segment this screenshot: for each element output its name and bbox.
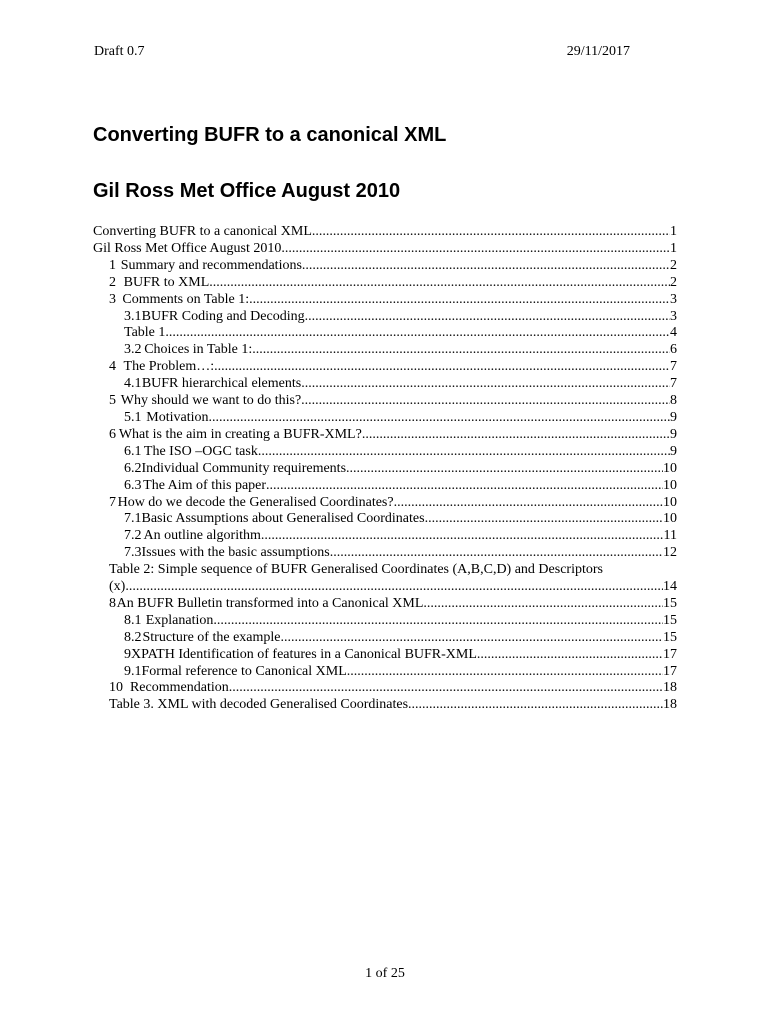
toc-leader-dots [312, 224, 670, 241]
toc-entry[interactable] [93, 647, 677, 664]
toc-leader-dots [125, 579, 663, 596]
toc-page-number: 2 [670, 257, 677, 273]
toc-entry-number: 1 [109, 257, 116, 273]
toc-entry-number: 3.2 [124, 342, 142, 358]
toc-page-number: 4 [670, 325, 677, 341]
toc-leader-dots [330, 545, 663, 562]
toc-entry-number: 10 [109, 680, 123, 696]
toc-entry-label: Individual Community requirements [141, 460, 347, 476]
toc-leader-dots [302, 258, 670, 275]
toc-page-number: 18 [663, 680, 677, 696]
toc-entry-label: Table 3. XML with decoded Generalised Coordinates [109, 697, 409, 713]
toc-entry[interactable] [93, 376, 677, 393]
toc-page-number: 10 [663, 477, 677, 493]
toc-entry-label: How do we decode the Generalised Coordinates? [117, 494, 394, 510]
toc-entry-number: 6.1 [124, 443, 142, 459]
toc-entry-label: Summary and recommendations [120, 257, 302, 273]
toc-entry[interactable] [93, 545, 677, 562]
toc-entry[interactable] [93, 275, 677, 292]
table-of-contents [93, 224, 677, 714]
toc-entry-number: 5 [109, 393, 116, 409]
toc-page-number: 10 [663, 494, 677, 510]
toc-entry-number: 4.1 [124, 376, 142, 392]
toc-leader-dots [165, 325, 670, 342]
toc-leader-dots [209, 410, 670, 427]
toc-entry-label: BUFR to XML [123, 274, 210, 290]
toc-leader-dots [209, 275, 670, 292]
toc-entry[interactable] [93, 579, 677, 596]
toc-entry[interactable] [93, 241, 677, 258]
toc-entry-number: 7.2 [124, 528, 142, 544]
toc-entry-label: The Problem…: [123, 359, 215, 375]
toc-leader-dots [258, 444, 670, 461]
toc-entry[interactable] [93, 292, 677, 309]
toc-entry-label: XPATH Identification of features in a Canonical BUFR-XML [131, 646, 477, 662]
toc-entry[interactable] [93, 410, 677, 427]
toc-page-number: 6 [670, 342, 677, 358]
toc-entry[interactable] [93, 630, 677, 647]
toc-entry-number: 3 [109, 291, 116, 307]
toc-leader-dots [281, 630, 664, 647]
toc-entry[interactable] [93, 359, 677, 376]
toc-leader-dots [305, 309, 670, 326]
toc-leader-dots [362, 427, 670, 444]
toc-page-number: 7 [670, 376, 677, 392]
toc-entry[interactable] [93, 309, 677, 326]
toc-leader-dots [408, 697, 663, 714]
toc-entry[interactable] [93, 342, 677, 359]
toc-page-number: 18 [663, 697, 677, 713]
toc-entry-label: BUFR hierarchical elements [141, 376, 302, 392]
toc-leader-dots [261, 528, 664, 545]
toc-entry-label: Why should we want to do this? [120, 393, 302, 409]
toc-entry-label: Recommendation [129, 680, 229, 696]
toc-entry[interactable] [93, 495, 677, 512]
toc-page-number: 17 [663, 646, 677, 662]
toc-page-number: 9 [670, 443, 677, 459]
toc-leader-dots [252, 342, 670, 359]
toc-leader-dots [301, 393, 670, 410]
toc-entry-label: Choices in Table 1: [144, 342, 253, 358]
toc-entry-label: Table 1 [124, 325, 166, 341]
draft-version: Draft 0.7 [94, 44, 145, 59]
toc-page-number: 1 [670, 224, 677, 239]
toc-entry[interactable] [93, 478, 677, 495]
page-header [94, 44, 630, 62]
toc-entry-number: 4 [109, 359, 116, 375]
toc-leader-dots [347, 664, 663, 681]
toc-entry-number: 6.2 [124, 460, 142, 476]
toc-entry-label: What is the aim in creating a BUFR-XML? [118, 426, 362, 442]
toc-entry-label: Structure of the example [142, 629, 281, 645]
toc-entry[interactable] [93, 461, 677, 478]
toc-entry-number: 8.2 [124, 629, 142, 645]
toc-page-number: 9 [670, 426, 677, 442]
toc-entry-number: 6 [109, 426, 116, 442]
toc-entry[interactable] [93, 697, 677, 714]
toc-leader-dots [281, 241, 670, 258]
toc-entry[interactable] [93, 596, 677, 613]
toc-page-number: 12 [663, 545, 677, 561]
toc-entry[interactable] [93, 224, 677, 241]
toc-entry-number: 6.3 [124, 477, 142, 493]
toc-page-number: 15 [663, 612, 677, 628]
toc-entry-label: The ISO –OGC task [143, 443, 258, 459]
toc-leader-dots [229, 680, 663, 697]
toc-entry[interactable] [93, 258, 677, 275]
toc-leader-dots [394, 495, 663, 512]
document-subtitle: Gil Ross Met Office August 2010 [93, 180, 401, 202]
toc-leader-dots [249, 292, 670, 309]
toc-page-number: 3 [670, 291, 677, 307]
toc-entry-number: 2 [109, 274, 116, 290]
toc-leader-dots [477, 647, 663, 664]
toc-leader-dots [423, 596, 663, 613]
toc-entry-label: Basic Assumptions about Generalised Coordinates [141, 511, 425, 527]
toc-entry-number: 7.1 [124, 511, 142, 527]
toc-leader-dots [346, 461, 663, 478]
toc-entry-number: 7 [109, 494, 116, 510]
toc-entry[interactable] [93, 444, 677, 461]
toc-entry-number: 7.3 [124, 545, 142, 561]
toc-page-number: 7 [670, 359, 677, 375]
toc-entry-label: Gil Ross Met Office August 2010 [93, 240, 282, 256]
header-date: 29/11/2017 [566, 44, 630, 59]
toc-entry[interactable] [93, 325, 677, 342]
toc-entry-label: An outline algorithm [143, 528, 261, 544]
document-title: Converting BUFR to a canonical XML [93, 124, 447, 146]
toc-entry-number: 9 [124, 646, 131, 662]
toc-entry-label: The Aim of this paper [143, 477, 267, 493]
toc-leader-dots [266, 478, 663, 495]
toc-page-number: 15 [663, 595, 677, 611]
toc-entry[interactable] [93, 680, 677, 697]
page-number-footer: 1 of 25 [365, 966, 405, 981]
toc-entry-label: BUFR Coding and Decoding [141, 308, 305, 324]
toc-entry-label: Motivation [146, 409, 209, 425]
toc-entry-number: 8.1 [124, 612, 142, 628]
toc-leader-dots [213, 613, 663, 630]
toc-entry-label: Issues with the basic assumptions [141, 545, 330, 561]
toc-page-number: 11 [663, 528, 677, 544]
toc-leader-dots [214, 359, 670, 376]
toc-page-number: 15 [663, 629, 677, 645]
toc-entry-label: (x) [109, 579, 126, 595]
toc-entry[interactable] [93, 427, 677, 444]
toc-entry[interactable] [93, 393, 677, 410]
toc-entry-number: 9.1 [124, 663, 142, 679]
toc-entry-label: Converting BUFR to a canonical XML [93, 224, 312, 239]
toc-page-number: 8 [670, 393, 677, 409]
toc-entry[interactable] [93, 664, 677, 681]
toc-page-number: 3 [670, 308, 677, 324]
toc-page-number: 17 [663, 663, 677, 679]
toc-entry-label: Explanation [145, 612, 214, 628]
toc-page-number: 10 [663, 511, 677, 527]
toc-page-number: 14 [663, 579, 677, 595]
toc-entry-label: Formal reference to Canonical XML [141, 663, 347, 679]
toc-leader-dots [425, 511, 663, 528]
toc-entry-label: Table 2: Simple sequence of BUFR Generalised Coordinates (A,B,C,D) and Descriptors [109, 562, 603, 578]
toc-entry[interactable] [93, 562, 677, 579]
toc-page-number: 9 [670, 409, 677, 425]
toc-entry-number: 5.1 [124, 409, 142, 425]
toc-entry-number: 3.1 [124, 308, 142, 324]
toc-page-number: 2 [670, 274, 677, 290]
toc-leader-dots [301, 376, 670, 393]
toc-entry-label: An BUFR Bulletin transformed into a Canonical XML [116, 595, 424, 611]
toc-entry-number: 8 [109, 595, 116, 611]
toc-entry[interactable] [93, 613, 677, 630]
toc-page-number: 10 [663, 460, 677, 476]
toc-page-number: 1 [670, 240, 677, 256]
toc-entry-label: Comments on Table 1: [122, 291, 250, 307]
toc-entry[interactable] [93, 528, 677, 545]
toc-entry[interactable] [93, 511, 677, 528]
